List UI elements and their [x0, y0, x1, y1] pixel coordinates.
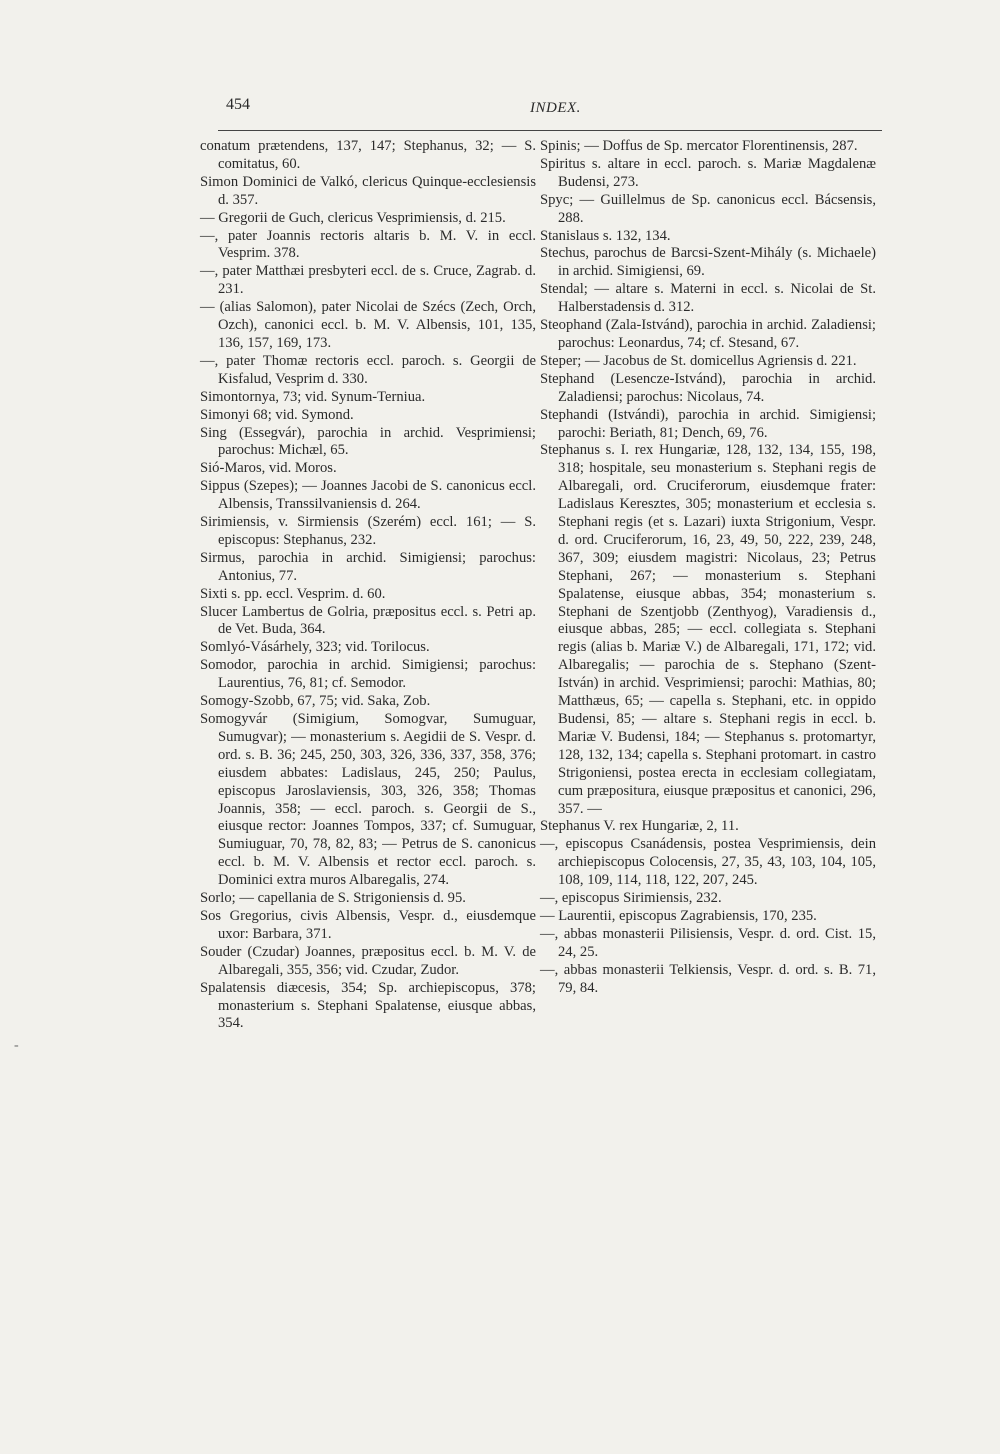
index-entry: Sirimiensis, v. Sirmiensis (Szerém) eccl. 161; — S. episcopus: Stephanus, 232.: [200, 514, 536, 548]
index-entry: —, pater Joannis rectoris altaris b. M. V. in eccl. Vesprim. 378.: [200, 227, 536, 262]
index-entry: Somodor, parochia in archid. Simigiensi; parochus: Laurentius, 76, 81; cf. Semodor.: [200, 657, 536, 692]
index-entry: Slucer Lambertus de Golria, præpositus eccl. s. Petri ap. de Vet. Buda, 364.: [200, 603, 536, 638]
index-entry: Somogy-Szobb, 67, 75; vid. Saka, Zob.: [200, 693, 431, 710]
index-entry: Sing (Essegvár), parochia in archid. Vesprimiensi; parochus: Michæl, 65.: [200, 424, 536, 459]
index-column-right: [540, 138, 876, 998]
index-entry: —, abbas monasterii Telkiensis, Vespr. d. ord. s. B. 71, 79, 84.: [540, 961, 876, 996]
index-entry: Stephanus V. rex Hungariæ, 2, 11.: [540, 818, 739, 835]
index-entry: — (alias Salomon), pater Nicolai de Szécs (Zech, Orch, Ozch), canonici eccl. b. M. V. Albensis, 101, 135, 136, 157, 169, 173.: [200, 299, 536, 351]
index-entry: Stephandi (Istvándi), parochia in archid. Simigiensi; parochi: Beriath, 81; Dench, 69, 76.: [540, 406, 876, 441]
index-entry: —, pater Matthæi presbyteri eccl. de s. Cruce, Zagrab. d. 231.: [200, 263, 536, 298]
index-entry: Stephand (Lesencze-Istvánd), parochia in archid. Zaladiensi; parochus: Nicolaus, 74.: [540, 370, 876, 405]
index-entry: conatum prætendens, 137, 147; Stephanus, 32; — S. comitatus, 60.: [200, 138, 536, 172]
index-entry: Somlyó-Vásárhely, 323; vid. Torilocus.: [200, 639, 430, 656]
index-column-left: [200, 138, 536, 1033]
index-entry: — Gregorii de Guch, clericus Vesprimiensis, d. 215.: [200, 209, 506, 226]
margin-mark: -: [14, 1038, 19, 1053]
index-entry: Spyc; — Guillelmus de Sp. canonicus eccl. Bácsensis, 288.: [540, 191, 876, 226]
index-entry: Sixti s. pp. eccl. Vesprim. d. 60.: [200, 585, 386, 602]
index-entry: —, episcopus Sirimiensis, 232.: [540, 890, 722, 907]
page-header: [218, 96, 882, 131]
index-entry: Spalatensis diæcesis, 354; Sp. archiepiscopus, 378; monasterium s. Stephani Spalatense, eiusque abbas, 354.: [200, 979, 536, 1032]
index-entry: Steophand (Zala-Istvánd), parochia in archid. Zaladiensi; parochus: Leonardus, 74; cf. Stesand, 67.: [540, 317, 876, 351]
index-entry: Steper; — Jacobus de St. domicellus Agriensis d. 221.: [540, 352, 857, 369]
index-entry: Somogyvár (Simigium, Somogvar, Sumuguar, Sumugvar); — monasterium s. Aegidii de S. Vespr. d. ord. s. B. 36; 245, 250, 303, 326, 336, 337, 358, 376; eiusdem abbates: Ladislaus, 245, 250; Paulus, episcopus Jaroslaviensis, 303, 326, 358; Thomas Joannis, 358; — eccl. paroch. s. Georgii de S., eiusque rector: Joannes Tompos, 337; cf. Sumuguar, Sumiuguar, 70, 78, 82, 83; — Petrus de S. canonicus eccl. b. M. V. Albensis et rector eccl. paroch. s. Dominici extra muros Albaregalis, 274.: [200, 711, 536, 889]
index-entry: —, pater Thomæ rectoris eccl. paroch. s. Georgii de Kisfalud, Vesprim d. 330.: [200, 352, 536, 387]
index-entry: Spiritus s. altare in eccl. paroch. s. Mariæ Magdalenæ Budensi, 273.: [540, 155, 876, 190]
index-entry: Souder (Czudar) Joannes, præpositus eccl. b. M. V. de Albaregali, 355, 356; vid. Czudar, Zudor.: [200, 943, 536, 978]
index-entry: —, abbas monasterii Pilisiensis, Vespr. d. ord. Cist. 15, 24, 25.: [540, 925, 876, 960]
index-entry: Spinis; — Doffus de Sp. mercator Florentinensis, 287.: [540, 138, 858, 154]
index-entry: Stanislaus s. 132, 134.: [540, 227, 671, 244]
index-entry: Sorlo; — capellania de S. Strigoniensis d. 95.: [200, 890, 466, 907]
index-entry: Sos Gregorius, civis Albensis, Vespr. d., eiusdemque uxor: Barbara, 371.: [200, 907, 536, 942]
index-entry: —, episcopus Csanádensis, postea Vesprimiensis, dein archiepiscopus Colocensis, 27, 35, 43, 103, 104, 105, 108, 109, 114, 118, 122, 207, 245.: [540, 836, 876, 889]
index-entry: Sió-Maros, vid. Moros.: [200, 460, 337, 477]
index-entry: Simon Dominici de Valkó, clericus Quinque-ecclesiensis d. 357.: [200, 173, 536, 208]
index-entry: Stechus, parochus de Barcsi-Szent-Mihály (s. Michaele) in archid. Simigiensi, 69.: [540, 245, 876, 280]
index-entry: Stendal; — altare s. Materni in eccl. s. Nicolai de St. Halberstadensis d. 312.: [540, 281, 876, 316]
index-entry: Sippus (Szepes); — Joannes Jacobi de S. canonicus eccl. Albensis, Transsilvaniensis d. 264.: [200, 478, 536, 513]
index-entry: Simonyi 68; vid. Symond.: [200, 406, 354, 423]
index-entry: Stephanus s. I. rex Hungariæ, 128, 132, 134, 155, 198, 318; hospitale, seu monasterium s. Stephani regis de Albaregali, ord. Cruciferorum, eiusdemque frater: Ladislaus Keresztes, 305; monasterium et ecclesia s. Stephani regis (et s. Lazari) iuxta Strigonium, Vespr. d. ord. Cruciferorum, 16, 23, 49, 50, 222, 239, 248, 367, 309; eiusdem magistri: Nicolaus, 23; Petrus Stephani, 267; — monasterium s. Stephani Spalatense, eiusque abbas, 354; monasterium s. Stephani de Szentjobb (Zenthyog), Varadiensis d., eiusque abbas, 285; — eccl. collegiata s. Stephani regis (alias b. Mariæ V.) de Albaregali, 171, 172; vid. Albaregalis; — parochia de s. Stephano (Szent-István) in archid. Vesprimiensi; parochi: Mathias, 80; Matthæus, 65; — capella s. Stephani, etc. in oppido Budensi, 85; — altare s. Stephani regis in eccl. b. Mariæ V. Budensi, 184; — Stephanus s. protomartyr, 128, 132, 134; capella s. Stephani protomart. in castro Strigoniensi, postea erecta in ecclesiam collegiatam, cum præpositura, eiusque præpositus et canonici, 296, 357. —: [540, 442, 876, 817]
running-head: INDEX.: [530, 100, 581, 116]
index-entry: Sirmus, parochia in archid. Simigiensi; parochus: Antonius, 77.: [200, 549, 536, 584]
index-entry: Simontornya, 73; vid. Synum-Terniua.: [200, 388, 426, 405]
page-number: 454: [226, 96, 250, 113]
index-entry: — Laurentii, episcopus Zagrabiensis, 170, 235.: [540, 907, 817, 924]
